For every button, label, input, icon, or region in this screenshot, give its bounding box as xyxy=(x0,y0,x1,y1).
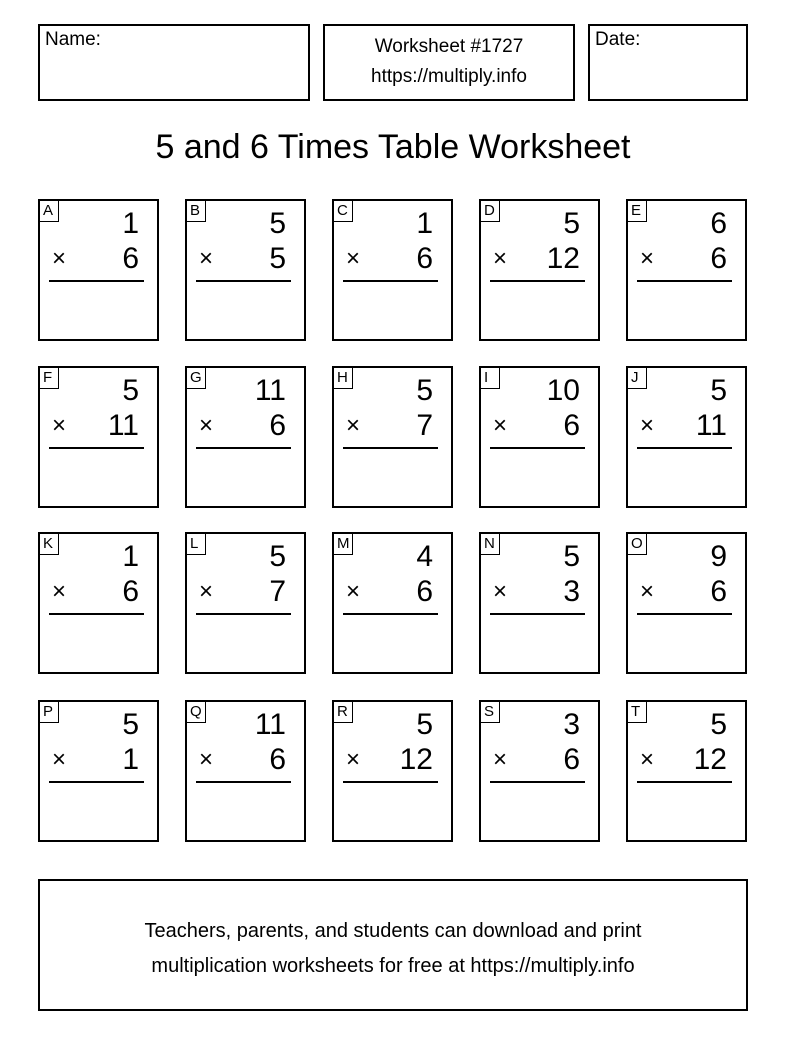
problem-top-number: 5 xyxy=(122,708,139,741)
problem-top-number: 1 xyxy=(416,207,433,240)
problem-box[interactable] xyxy=(479,199,600,341)
answer-line xyxy=(637,781,732,783)
multiply-sign: × xyxy=(346,746,361,773)
problem-top-number: 5 xyxy=(122,374,139,407)
problem-bottom-number: 7 xyxy=(269,575,286,608)
problem-top-number: 3 xyxy=(563,708,580,741)
problem-top-number: 5 xyxy=(416,708,433,741)
problem-bottom-number: 11 xyxy=(695,409,727,442)
problem-letter: A xyxy=(39,200,59,222)
problem-bottom-number: 7 xyxy=(416,409,433,442)
worksheet-number: Worksheet #1727 xyxy=(374,36,524,57)
problem-top-number: 5 xyxy=(269,207,286,240)
multiply-sign: × xyxy=(52,578,67,605)
multiply-sign: × xyxy=(493,578,508,605)
answer-line xyxy=(49,781,144,783)
problem-top-number: 5 xyxy=(563,540,580,573)
problem-bottom-number: 6 xyxy=(710,575,727,608)
multiply-sign: × xyxy=(52,245,67,272)
problem-top-number: 5 xyxy=(416,374,433,407)
problem-top-number: 11 xyxy=(254,708,286,741)
answer-line xyxy=(49,613,144,615)
problem-top-number: 1 xyxy=(122,540,139,573)
problem-bottom-number: 6 xyxy=(416,242,433,275)
name-label: Name: xyxy=(45,29,101,50)
problem-bottom-number: 6 xyxy=(710,242,727,275)
multiply-sign: × xyxy=(640,412,655,439)
problem-bottom-number: 6 xyxy=(269,409,286,442)
problem-bottom-number: 12 xyxy=(693,743,727,776)
problem-letter: G xyxy=(186,367,206,389)
answer-line xyxy=(196,447,291,449)
problem-bottom-number: 3 xyxy=(563,575,580,608)
problem-bottom-number: 11 xyxy=(107,409,139,442)
problem-top-number: 5 xyxy=(710,708,727,741)
problem-box[interactable] xyxy=(38,532,159,674)
answer-line xyxy=(343,781,438,783)
problem-letter: D xyxy=(480,200,500,222)
problem-bottom-number: 6 xyxy=(122,242,139,275)
problem-box[interactable] xyxy=(332,199,453,341)
problem-box[interactable] xyxy=(185,700,306,842)
problem-letter: O xyxy=(627,533,647,555)
answer-line xyxy=(49,280,144,282)
problem-box[interactable] xyxy=(38,700,159,842)
problem-bottom-number: 1 xyxy=(122,743,139,776)
problem-letter: F xyxy=(39,367,59,389)
footer-line-1: Teachers, parents, and students can download and print xyxy=(144,920,642,942)
problem-box[interactable] xyxy=(38,199,159,341)
answer-line xyxy=(343,447,438,449)
problem-bottom-number: 12 xyxy=(546,242,580,275)
multiply-sign: × xyxy=(199,578,214,605)
answer-line xyxy=(49,447,144,449)
problem-box[interactable] xyxy=(626,366,747,508)
problem-box[interactable] xyxy=(626,199,747,341)
problem-box[interactable] xyxy=(479,366,600,508)
problem-bottom-number: 6 xyxy=(269,743,286,776)
problem-letter: M xyxy=(333,533,353,555)
answer-line xyxy=(196,613,291,615)
multiply-sign: × xyxy=(199,746,214,773)
problem-top-number: 4 xyxy=(416,540,433,573)
multiply-sign: × xyxy=(199,412,214,439)
problem-bottom-number: 12 xyxy=(399,743,433,776)
problem-box[interactable] xyxy=(185,366,306,508)
multiply-sign: × xyxy=(493,412,508,439)
answer-line xyxy=(490,781,585,783)
answer-line xyxy=(490,613,585,615)
date-label: Date: xyxy=(595,29,641,50)
problem-bottom-number: 6 xyxy=(122,575,139,608)
worksheet-url: https://multiply.info xyxy=(371,66,527,87)
problem-top-number: 5 xyxy=(269,540,286,573)
problem-top-number: 10 xyxy=(546,374,580,407)
answer-line xyxy=(343,280,438,282)
answer-line xyxy=(196,280,291,282)
multiply-sign: × xyxy=(52,412,67,439)
problem-top-number: 11 xyxy=(254,374,286,407)
multiply-sign: × xyxy=(640,746,655,773)
problem-bottom-number: 6 xyxy=(416,575,433,608)
page-title: 5 and 6 Times Table Worksheet xyxy=(155,128,631,166)
problem-letter: I xyxy=(480,367,500,389)
multiply-sign: × xyxy=(640,578,655,605)
problem-letter: R xyxy=(333,701,353,723)
problem-box[interactable] xyxy=(38,366,159,508)
problem-box[interactable] xyxy=(479,532,600,674)
problem-box[interactable] xyxy=(185,199,306,341)
problem-letter: H xyxy=(333,367,353,389)
multiply-sign: × xyxy=(52,746,67,773)
problem-top-number: 5 xyxy=(710,374,727,407)
multiply-sign: × xyxy=(640,245,655,272)
problem-letter: T xyxy=(627,701,647,723)
problem-top-number: 9 xyxy=(710,540,727,573)
multiply-sign: × xyxy=(493,245,508,272)
problem-bottom-number: 6 xyxy=(563,409,580,442)
answer-line xyxy=(196,781,291,783)
answer-line xyxy=(637,280,732,282)
answer-line xyxy=(637,613,732,615)
multiply-sign: × xyxy=(199,245,214,272)
problem-bottom-number: 6 xyxy=(563,743,580,776)
answer-line xyxy=(490,447,585,449)
problem-box[interactable] xyxy=(479,700,600,842)
footer-text xyxy=(40,914,746,984)
footer-box xyxy=(38,879,748,1011)
problem-letter: Q xyxy=(186,701,206,723)
answer-line xyxy=(343,613,438,615)
problem-letter: K xyxy=(39,533,59,555)
problem-top-number: 5 xyxy=(563,207,580,240)
multiply-sign: × xyxy=(493,746,508,773)
multiply-sign: × xyxy=(346,412,361,439)
problem-box[interactable] xyxy=(626,700,747,842)
problem-letter: L xyxy=(186,533,206,555)
problem-box[interactable] xyxy=(626,532,747,674)
answer-line xyxy=(490,280,585,282)
problem-letter: S xyxy=(480,701,500,723)
problem-letter: B xyxy=(186,200,206,222)
problem-letter: P xyxy=(39,701,59,723)
problem-letter: C xyxy=(333,200,353,222)
problem-bottom-number: 5 xyxy=(269,242,286,275)
problem-box[interactable] xyxy=(332,532,453,674)
problem-top-number: 6 xyxy=(710,207,727,240)
answer-line xyxy=(637,447,732,449)
footer-line-2: multiplication worksheets for free at https://multiply.info xyxy=(151,955,635,977)
multiply-sign: × xyxy=(346,245,361,272)
problem-box[interactable] xyxy=(332,366,453,508)
problem-box[interactable] xyxy=(332,700,453,842)
problem-box[interactable] xyxy=(185,532,306,674)
problem-letter: N xyxy=(480,533,500,555)
problem-top-number: 1 xyxy=(122,207,139,240)
problem-letter: J xyxy=(627,367,647,389)
problem-letter: E xyxy=(627,200,647,222)
multiply-sign: × xyxy=(346,578,361,605)
